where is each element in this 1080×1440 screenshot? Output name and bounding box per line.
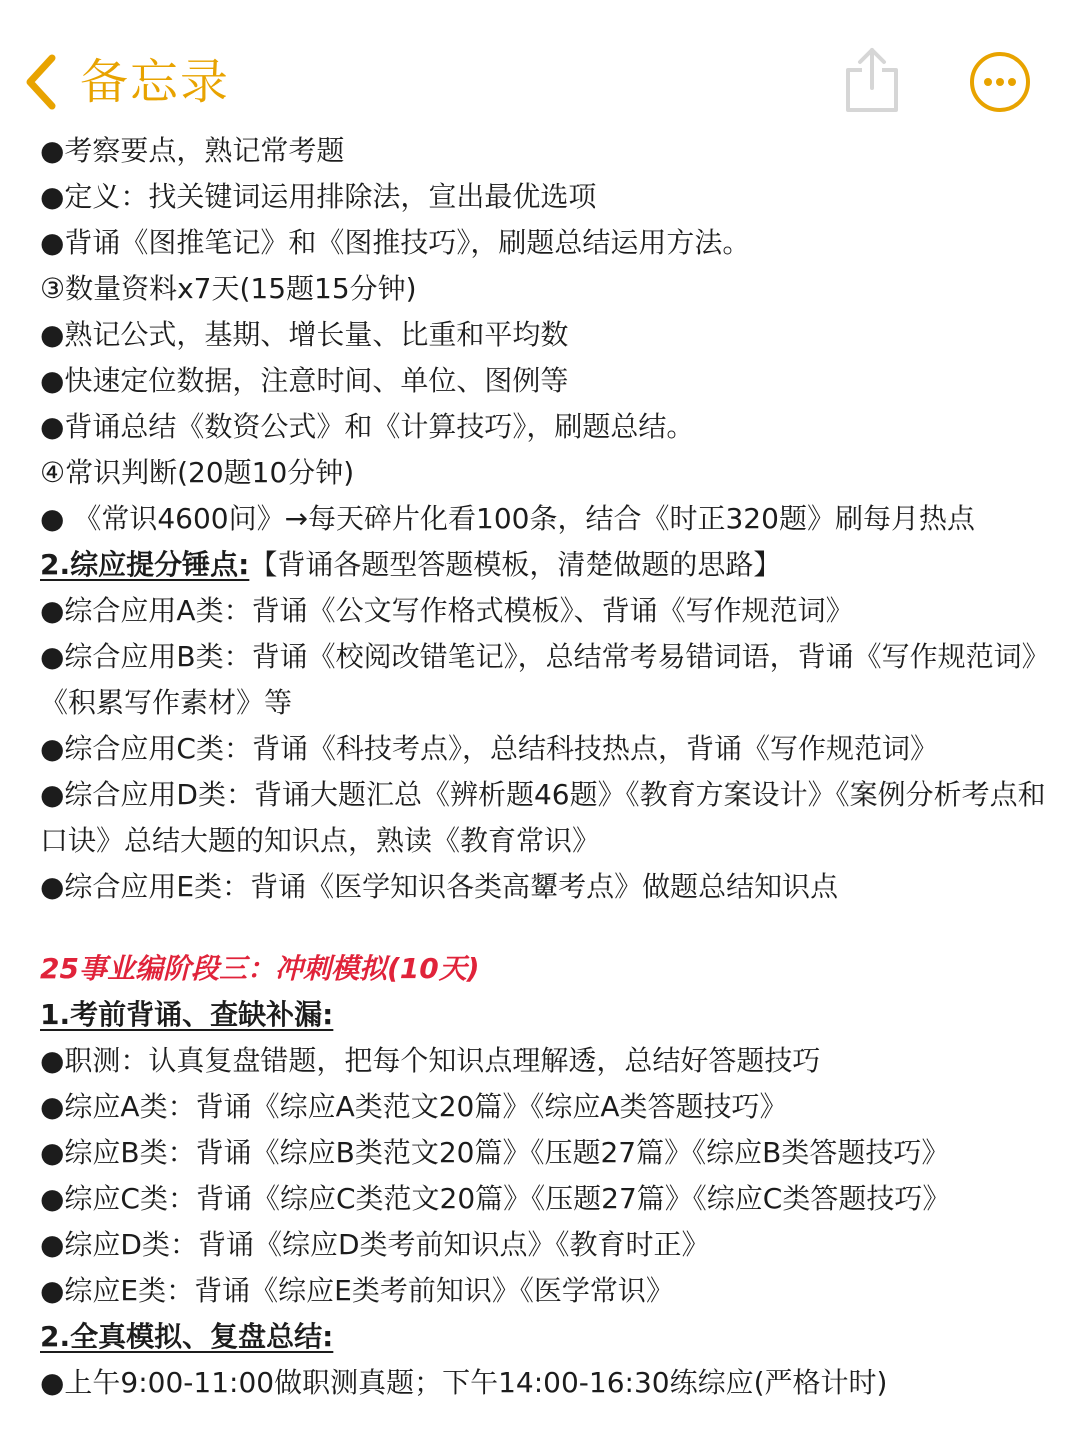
- note-line: ●综合应用C类：背诵《科技考点》，总结科技热点，背诵《写作规范词》: [40, 732, 938, 765]
- section-heading: [40, 542, 1050, 588]
- note-line: ③数量资料x7天(15题15分钟): [40, 272, 417, 305]
- note-line: ●综应A类：背诵《综应A类范文20篇》《综应A类答题技巧》: [40, 1090, 788, 1123]
- note-content[interactable]: [40, 128, 1050, 1406]
- note-line: ●背诵《图推笔记》和《图推技巧》，刷题总结运用方法。: [40, 226, 751, 259]
- heading-underlined: 1.考前背诵、查缺补漏:: [40, 998, 334, 1031]
- note-line: ●综合应用A类：背诵《公文写作格式模板》、背诵《写作规范词》: [40, 594, 854, 627]
- note-line: ④常识判断(20题10分钟): [40, 456, 355, 489]
- chevron-left-icon[interactable]: [18, 52, 70, 112]
- navigation-bar: [0, 0, 1080, 132]
- note-line: ●职测：认真复盘错题，把每个知识点理解透，总结好答题技巧: [40, 1044, 821, 1077]
- stage-title: 25事业编阶段三：冲刺模拟(10天): [40, 952, 480, 985]
- note-line: ●快速定位数据，注意时间、单位、图例等: [40, 364, 569, 397]
- note-line: ●综应E类：背诵《综应E类考前知识》《医学常识》: [40, 1274, 674, 1307]
- note-line: ●考察要点，熟记常考题: [40, 134, 345, 167]
- note-line: ●综合应用E类：背诵《医学知识各类高顰考点》做题总结知识点: [40, 870, 839, 903]
- heading-underlined: 2.综应提分锤点:: [40, 548, 250, 581]
- section-heading: [40, 992, 1050, 1038]
- note-line: ●背诵总结《数资公式》和《计算技巧》，刷题总结。: [40, 410, 695, 443]
- heading-note: 【背诵各题型答题模板，清楚做题的思路】: [249, 548, 782, 581]
- heading-underlined: 2.全真模拟、复盘总结:: [40, 1320, 334, 1353]
- note-line: ●综合应用B类：背诵《校阅改错笔记》，总结常考易错词语，背诵《写作规范词》《积累写作素材》等: [40, 640, 1050, 719]
- note-line: ●上午9:00-11:00做职测真题；下午14:00-16:30练综应(严格计时): [40, 1366, 888, 1399]
- section-heading: [40, 1314, 1050, 1360]
- note-line: ●综应C类：背诵《综应C类范文20篇》《压题27篇》《综应C类答题技巧》: [40, 1182, 951, 1215]
- share-icon[interactable]: [840, 44, 904, 116]
- note-line: ●定义：找关键词运用排除法，宣出最优选项: [40, 180, 597, 213]
- note-line: ●熟记公式，基期、增长量、比重和平均数: [40, 318, 569, 351]
- more-icon[interactable]: [968, 50, 1032, 114]
- note-line: ●综合应用D类：背诵大题汇总《辨析题46题》《教育方案设计》《案例分析考点和口诀》总结大题的知识点，熟读《教育常识》: [40, 778, 1046, 857]
- note-line: ●综应D类：背诵《综应D类考前知识点》《教育时正》: [40, 1228, 710, 1261]
- back-button-label[interactable]: 备忘录: [80, 54, 231, 110]
- note-line: ●综应B类：背诵《综应B类范文20篇》《压题27篇》《综应B类答题技巧》: [40, 1136, 950, 1169]
- note-line: ● 《常识4600问》→每天碎片化看100条，结合《时正320题》刷每月热点: [40, 502, 975, 535]
